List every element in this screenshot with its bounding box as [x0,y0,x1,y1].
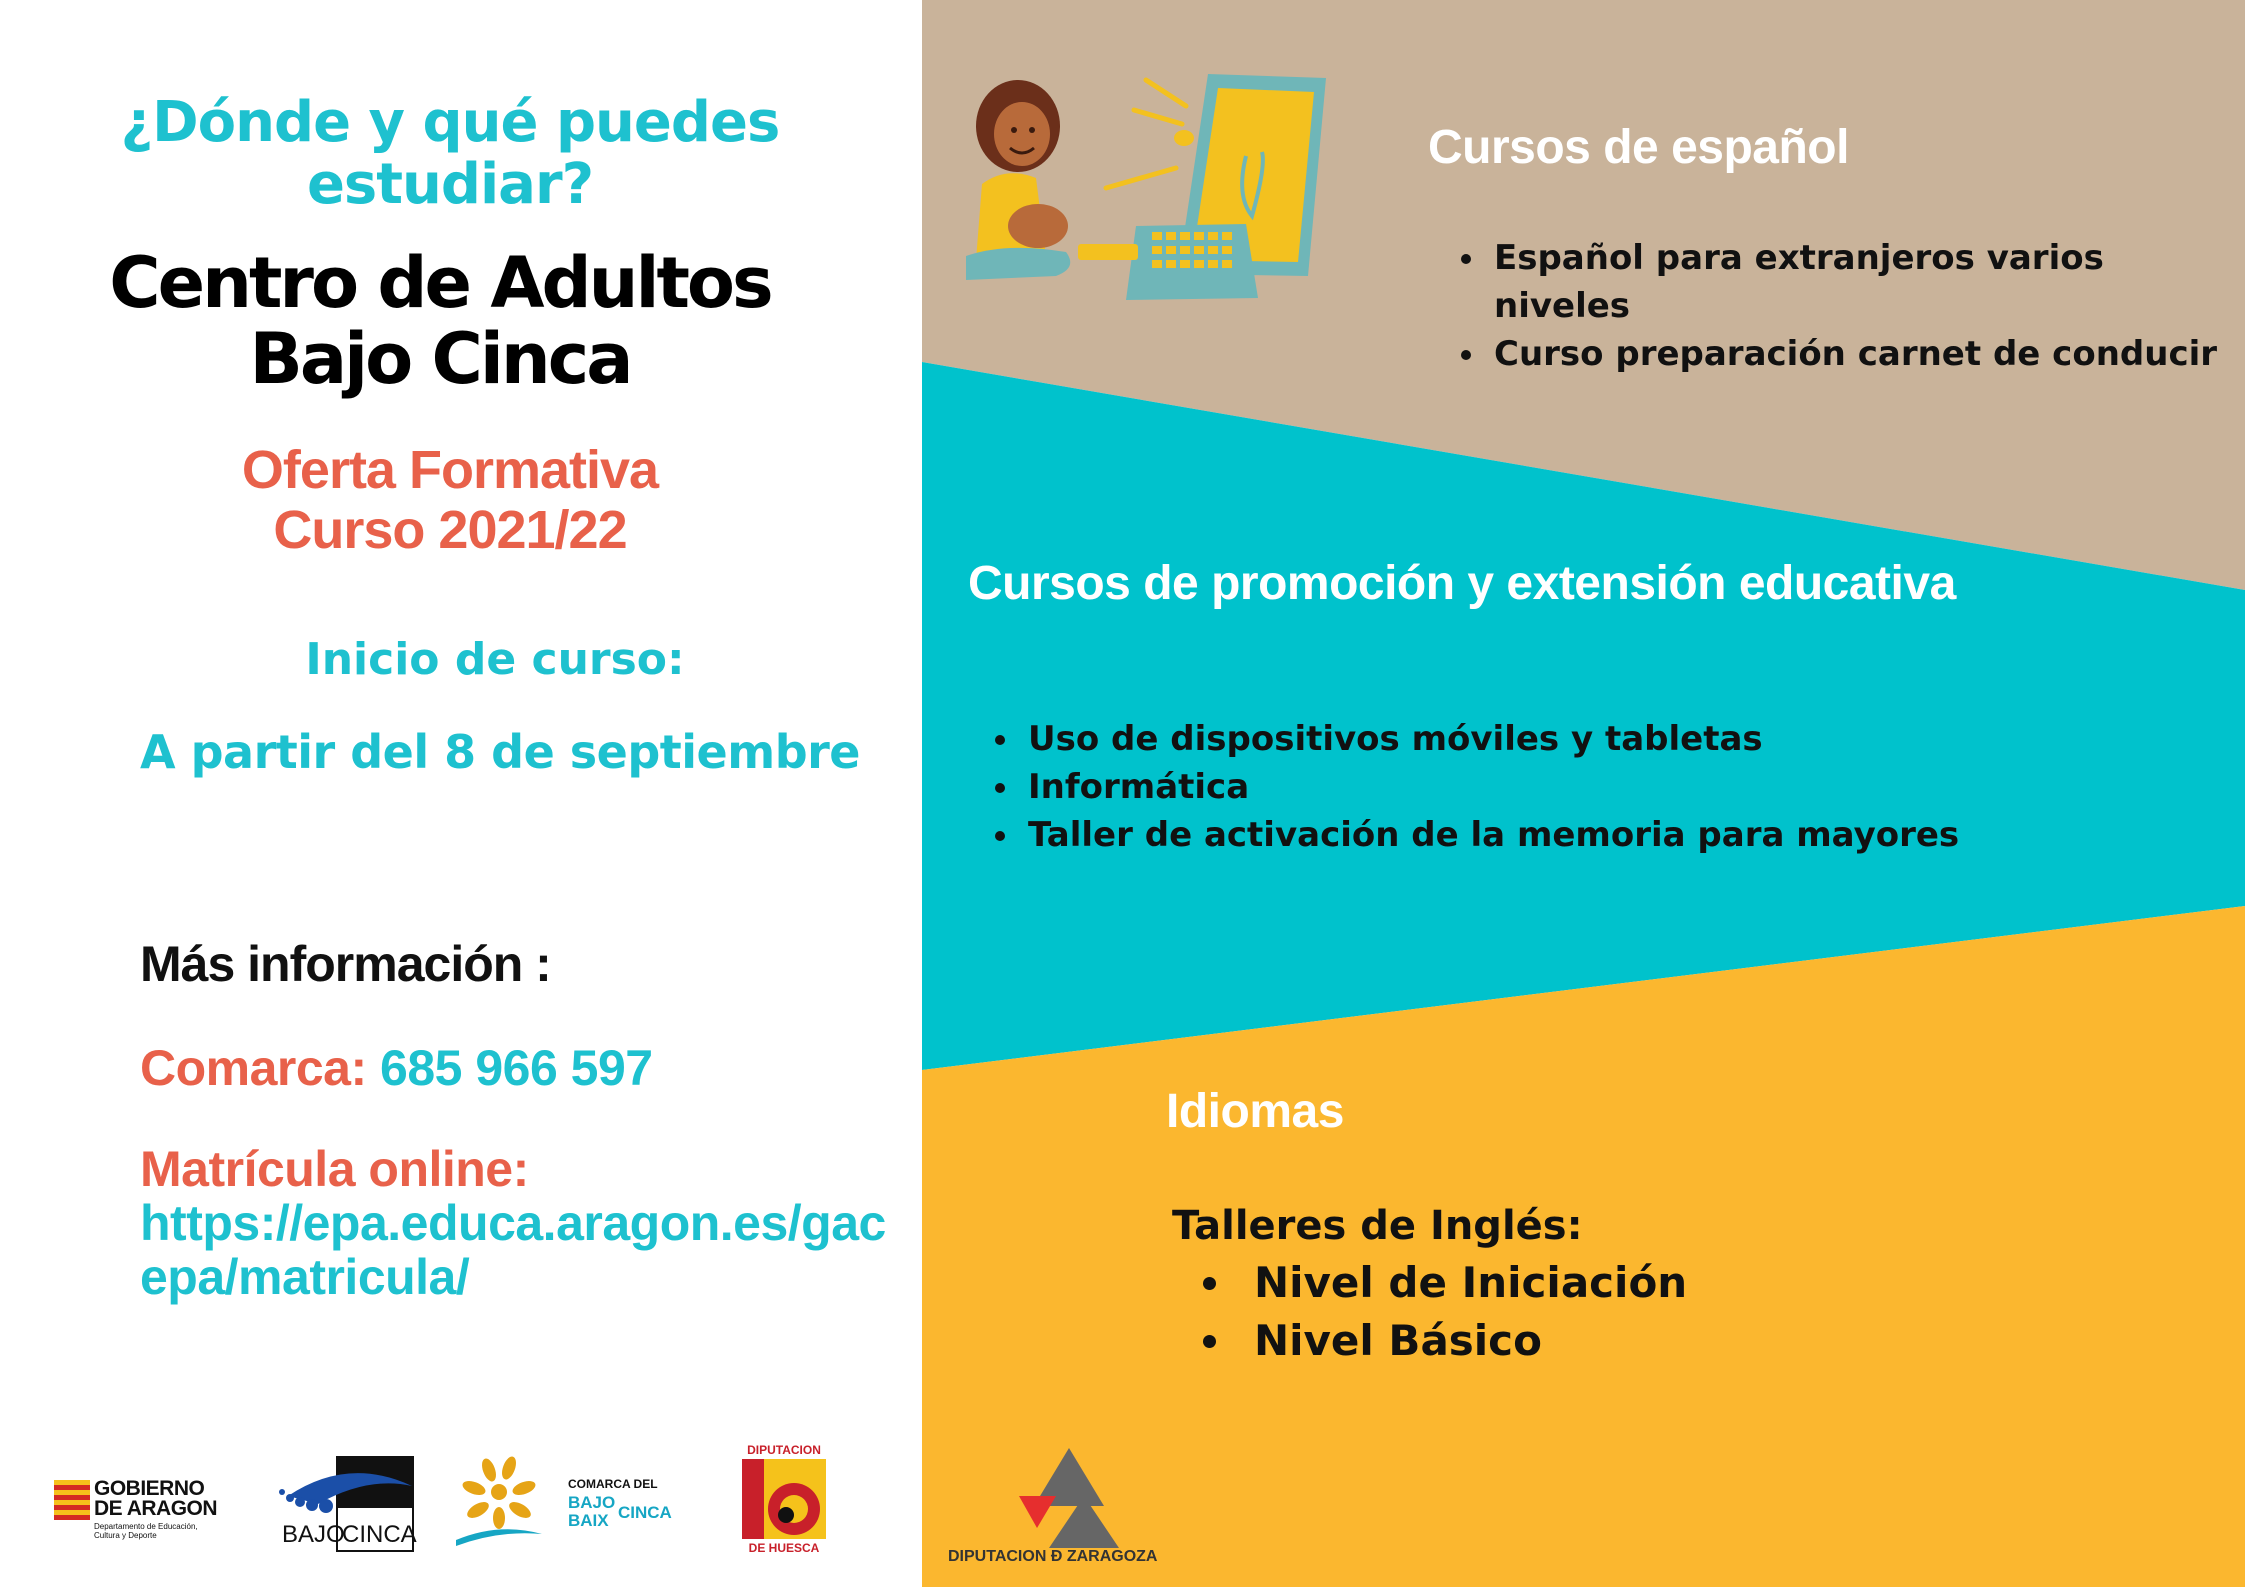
comarca-cinca: CINCA [618,1503,672,1522]
aragon-sub-2: Cultura y Deporte [94,1531,157,1540]
more-info-title: Más información : [140,936,551,992]
promotion-course-item: • Uso de dispositivos móviles y tabletas [1022,715,2022,763]
right-panel [922,0,2245,1587]
start-label: Inicio de curso: [305,634,685,685]
cepa-word-1: BAJO [282,1521,345,1548]
promotion-courses-title: Cursos de promoción y extensión educativa [968,557,1956,610]
enrollment-block [140,1142,900,1304]
start-date: A partir del 8 de septiembre [140,725,861,779]
diputacion-huesca-logo [740,1443,828,1555]
question-heading [80,92,820,216]
comarca-contact [140,1038,653,1098]
offer-heading [150,440,750,560]
comarca-bajo-cinca-logo [454,1456,686,1548]
spanish-course-item: • Curso preparación carnet de conducir [1488,330,2245,378]
left-panel [0,0,922,1587]
zaragoza-label: DIPUTACION Ð ZARAGOZA [948,1548,1158,1565]
comarca-sun-icon [454,1456,544,1548]
english-level-item: • Nivel de Iniciación [1236,1254,1836,1312]
english-workshops-subtitle: Talleres de Inglés: [1172,1203,1583,1249]
comarca-top: COMARCA DEL [568,1477,658,1491]
promotion-course-item: • Taller de activación de la memoria para mayores [1022,811,2022,859]
huesca-bottom: DE HUESCA [748,1541,820,1555]
spanish-courses-title: Cursos de español [1428,121,1849,174]
offer-line-1: Oferta Formativa [241,440,659,500]
cpepa-bajo-cinca-logo [278,1456,417,1552]
english-level-item: • Nivel Básico [1236,1312,1836,1370]
enroll-link[interactable]: https://epa.educa.aragon.es/gacepa/matricula/ [140,1195,886,1305]
zaragoza-triangles-icon [1014,1448,1124,1548]
promotion-courses-list [982,715,2022,859]
promotion-course-item: • Informática [1022,763,2022,811]
huesca-emblem-icon [740,1459,828,1539]
cepa-word-2: CINCA [342,1521,417,1548]
comarca-bajo: BAJO [568,1493,616,1512]
languages-title: Idiomas [1166,1085,1344,1138]
question-line-1: ¿Dónde y qué puedes [120,90,780,155]
girl-laptop-illustration-icon [946,66,1376,306]
aragon-sub-1: Departamento de Educación, [94,1522,198,1531]
enroll-label: Matrícula online: [140,1141,529,1197]
comarca-label: Comarca: [140,1040,367,1096]
center-name [60,242,820,400]
comarca-phone[interactable]: 685 966 597 [380,1040,653,1096]
center-name-line-1: Centro de Adultos [109,242,771,324]
huesca-top: DIPUTACION [747,1443,821,1457]
aragon-line-2: DE ARAGON [94,1497,218,1520]
gobierno-aragon-logo [48,1474,233,1546]
spanish-course-item: • Español para extranjeros varios niveles [1488,234,2245,330]
aragon-flag-icon [54,1480,90,1520]
comarca-baix: BAIX [568,1511,609,1530]
question-line-2: estudiar? [306,152,594,217]
spanish-courses-list [1448,234,2245,378]
center-name-line-2: Bajo Cinca [249,318,631,400]
english-levels-list [1172,1254,1836,1370]
aragon-line-1: GOBIERNO [94,1477,205,1500]
offer-line-2: Curso 2021/22 [273,500,627,560]
